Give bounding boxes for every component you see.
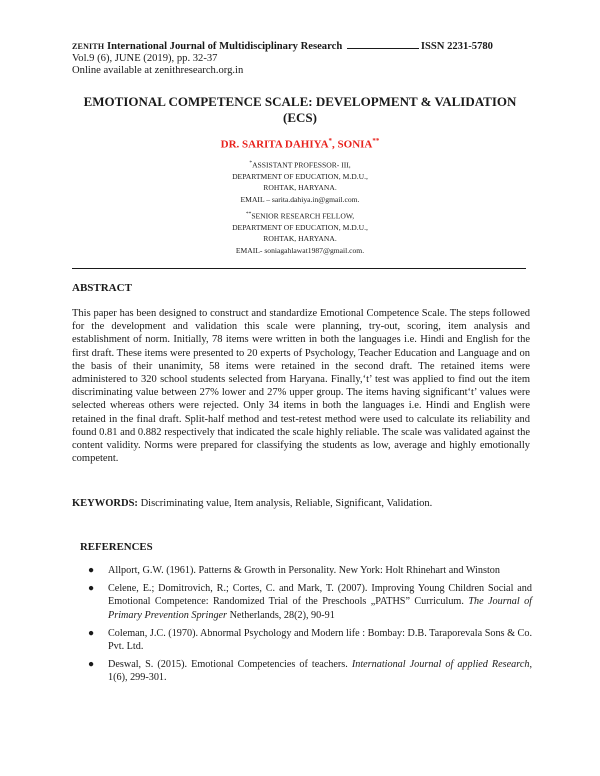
abstract-text: This paper has been designed to construct and standardize Emotional Competence Scale. The steps followed for the development and validation this scale were planning, try-out, scoring, item analysis and establishment of norm. Initially, 78 items were written in both the languages i.e. Hindi and English for the first draft. These items were presented to 20 experts of Psychology, Teacher Education and Language and on the basis of their unanimity, 58 items were retained in the second draft. The retained items were administered to 320 school students selected from Haryana. Finally,‘t’ test was applied to find out the item discriminating value between 27% lower and 27% upper group. The items having significant‘t’ values were selected whereas others were rejected. Only 34 items in both the languages i.e. Hindi and English were retained in the final draft. Split-half method and test-retest method were used to calculate its reliability and found 0.81 and 0.882 respectively that indicated the scale highly reliable. The scale was validated against the content validity. Norms were prepared for classifying the students as low, average and highly emotionally competent. [72,308,530,465]
issn: ISSN 2231-5780 [420,41,493,52]
affiliation-2-dept: DEPARTMENT OF EDUCATION, M.D.U., [232,222,368,232]
bullet-icon: ● [88,659,95,671]
keywords-label: KEYWORDS: [72,498,138,509]
reference-item [80,627,532,653]
bullet-icon: ● [88,565,95,576]
reference-item [80,564,532,577]
volume-info: Vol.9 (6), JUNE (2019), pp. 32-37 [72,53,218,64]
bullet-icon: ● [88,627,95,639]
author-2: SONIA [337,138,373,151]
journal-title: International Journal of Multidisciplinary Research [106,41,343,52]
keywords [72,498,530,509]
affiliation-1-city: ROHTAK, HARYANA. [263,183,337,193]
affiliation-1-email: EMAIL – sarita.dahiya.in@gmail.com. [240,194,360,204]
journal-header [72,39,493,52]
author-line [72,137,528,151]
references-list [80,564,532,690]
affiliation-1 [72,158,528,205]
affiliation-2 [72,209,528,256]
author-1-mark: * [328,137,333,145]
reference-item [80,582,532,622]
affiliation-2-role: SENIOR RESEARCH FELLOW, [251,211,355,221]
reference-source: International Journal of applied Research [351,659,530,671]
section-divider [72,268,526,269]
bullet-icon: ● [88,583,95,595]
author-1: DR. SARITA DAHIYA [220,138,329,151]
journal-prefix: ZENITH [72,42,105,51]
affiliation-2-email: EMAIL- soniagahlawat1987@gmail.com. [235,245,365,255]
reference-source: The Journal of Primary Prevention Springer [108,596,532,621]
affiliation-1-dept: DEPARTMENT OF EDUCATION, M.D.U., [232,171,368,181]
reference-text: Coleman, J.C. (1970). Abnormal Psychology and Modern life : Bombay: D.B. Taraporevala Sons & Co. Pvt. Ltd. [108,627,532,653]
author-2-mark: ** [372,137,380,145]
header-rule [347,39,419,49]
paper-title: EMOTIONAL COMPETENCE SCALE: DEVELOPMENT & VALIDATION (ECS) [83,94,517,125]
abstract-heading: ABSTRACT [72,282,132,294]
reference-item [80,658,532,684]
reference-tail: , 1(6), 299-301. [108,659,533,684]
affiliation-2-city: ROHTAK, HARYANA. [263,234,337,244]
reference-tail: Netherlands, 28(2), 90-91 [227,609,335,621]
affiliation-1-role: ASSISTANT PROFESSOR- III, [252,160,351,170]
affiliation-1-mark: * [249,160,253,166]
reference-text: Deswal, S. (2015). Emotional Competencies of teachers. [108,659,352,671]
author-separator: , [332,138,338,151]
online-availability: Online available at zenithresearch.org.in [72,65,244,76]
reference-text: Celene, E.; Domitrovich, R.; Cortes, C. and Mark, T. (2007). Improving Young Children Social and Emotional Competence: Randomized Trial of the Preschools „PATHS” Curriculum. [108,583,532,608]
references-heading: REFERENCES [80,541,153,553]
reference-text: Allport, G.W. (1961). Patterns & Growth in Personality. New York: Holt Rhinehart and Winston [108,565,500,576]
keywords-text: Discriminating value, Item analysis, Reliable, Significant, Validation. [140,498,433,509]
affiliation-2-mark: ** [245,211,252,217]
